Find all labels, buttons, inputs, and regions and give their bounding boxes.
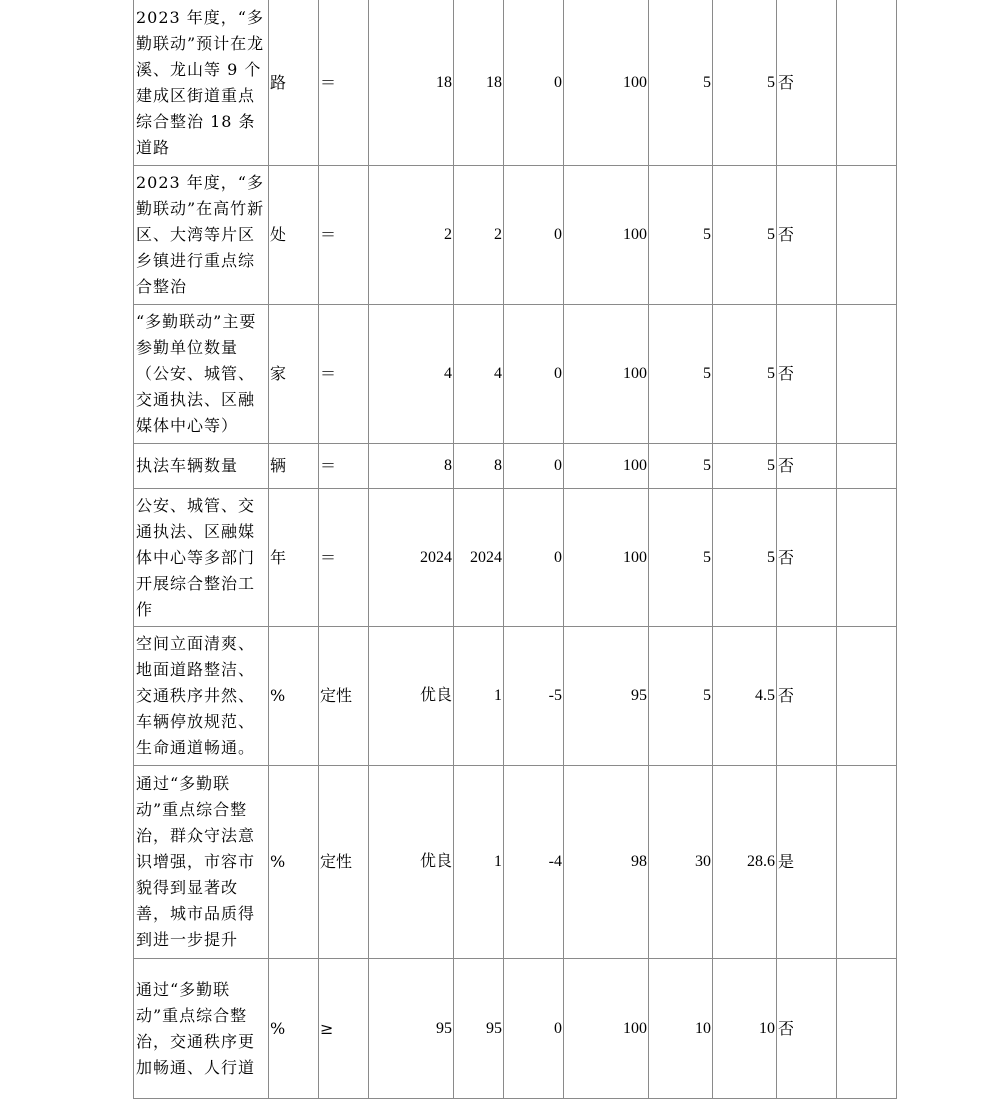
row-flag: 否 [777,627,837,766]
row-score: 10 [713,959,777,1099]
row-note [837,444,897,489]
row-score: 28.6 [713,766,777,959]
row-deviation: 0 [504,305,564,444]
row-operator: ≥ [319,959,369,1099]
row-unit: 年 [269,489,319,627]
row-target-value: 2 [369,166,454,305]
row-flag: 否 [777,489,837,627]
row-flag: 否 [777,305,837,444]
row-score: 5 [713,444,777,489]
row-operator: ＝ [319,0,369,166]
row-note [837,166,897,305]
row-description: 通过“多勤联动”重点综合整治，群众守法意识增强，市容市貌得到显著改善，城市品质得到进一步提升 [134,766,269,959]
row-target-value: 4 [369,305,454,444]
row-unit: 家 [269,305,319,444]
row-target-value: 2024 [369,489,454,627]
table-row [134,489,897,627]
row-score: 5 [713,489,777,627]
row-score: 4.5 [713,627,777,766]
row-actual-value: 2 [454,166,504,305]
table-row [134,0,897,166]
row-weight: 5 [649,166,713,305]
row-note [837,627,897,766]
row-operator: 定性 [319,766,369,959]
row-description: “多勤联动”主要参勤单位数量（公安、城管、交通执法、区融媒体中心等） [134,305,269,444]
row-completion-rate: 98 [564,766,649,959]
table-row [134,444,897,489]
row-weight: 5 [649,305,713,444]
row-unit: % [269,627,319,766]
row-note [837,489,897,627]
row-operator: ＝ [319,166,369,305]
row-weight: 10 [649,959,713,1099]
row-completion-rate: 95 [564,627,649,766]
row-flag: 是 [777,766,837,959]
row-deviation: -4 [504,766,564,959]
row-deviation: 0 [504,959,564,1099]
row-note [837,766,897,959]
row-description: 空间立面清爽、地面道路整洁、交通秩序井然、车辆停放规范、生命通道畅通。 [134,627,269,766]
row-note [837,305,897,444]
row-completion-rate: 100 [564,305,649,444]
row-note [837,0,897,166]
row-description: 2023 年度，“多勤联动”在高竹新区、大湾等片区乡镇进行重点综合整治 [134,166,269,305]
row-actual-value: 95 [454,959,504,1099]
row-deviation: 0 [504,0,564,166]
row-operator: ＝ [319,444,369,489]
row-actual-value: 8 [454,444,504,489]
row-flag: 否 [777,0,837,166]
row-operator: ＝ [319,305,369,444]
row-score: 5 [713,0,777,166]
row-unit: % [269,766,319,959]
table-row [134,166,897,305]
row-completion-rate: 100 [564,444,649,489]
performance-table [133,0,897,1099]
row-score: 5 [713,305,777,444]
row-weight: 5 [649,489,713,627]
row-target-value: 95 [369,959,454,1099]
row-score: 5 [713,166,777,305]
row-actual-value: 1 [454,766,504,959]
row-unit: 辆 [269,444,319,489]
row-actual-value: 4 [454,305,504,444]
row-deviation: 0 [504,444,564,489]
row-operator: 定性 [319,627,369,766]
row-weight: 5 [649,627,713,766]
row-weight: 30 [649,766,713,959]
row-actual-value: 18 [454,0,504,166]
row-description: 通过“多勤联动”重点综合整治，交通秩序更加畅通、人行道 [134,959,269,1099]
row-unit: % [269,959,319,1099]
row-target-value: 优良 [369,766,454,959]
table-row [134,766,897,959]
row-deviation: -5 [504,627,564,766]
table-row [134,627,897,766]
row-description: 执法车辆数量 [134,444,269,489]
row-completion-rate: 100 [564,489,649,627]
row-unit: 处 [269,166,319,305]
row-target-value: 8 [369,444,454,489]
row-flag: 否 [777,166,837,305]
row-actual-value: 2024 [454,489,504,627]
row-weight: 5 [649,444,713,489]
row-description: 2023 年度，“多勤联动”预计在龙溪、龙山等 9 个建成区街道重点综合整治 18 条道路 [134,0,269,166]
row-operator: ＝ [319,489,369,627]
row-deviation: 0 [504,166,564,305]
row-completion-rate: 100 [564,0,649,166]
table-row [134,305,897,444]
row-description: 公安、城管、交通执法、区融媒体中心等多部门开展综合整治工作 [134,489,269,627]
row-flag: 否 [777,959,837,1099]
row-weight: 5 [649,0,713,166]
row-completion-rate: 100 [564,166,649,305]
row-target-value: 18 [369,0,454,166]
row-target-value: 优良 [369,627,454,766]
row-deviation: 0 [504,489,564,627]
row-actual-value: 1 [454,627,504,766]
row-unit: 路 [269,0,319,166]
table-row [134,959,897,1099]
row-completion-rate: 100 [564,959,649,1099]
row-note [837,959,897,1099]
row-flag: 否 [777,444,837,489]
